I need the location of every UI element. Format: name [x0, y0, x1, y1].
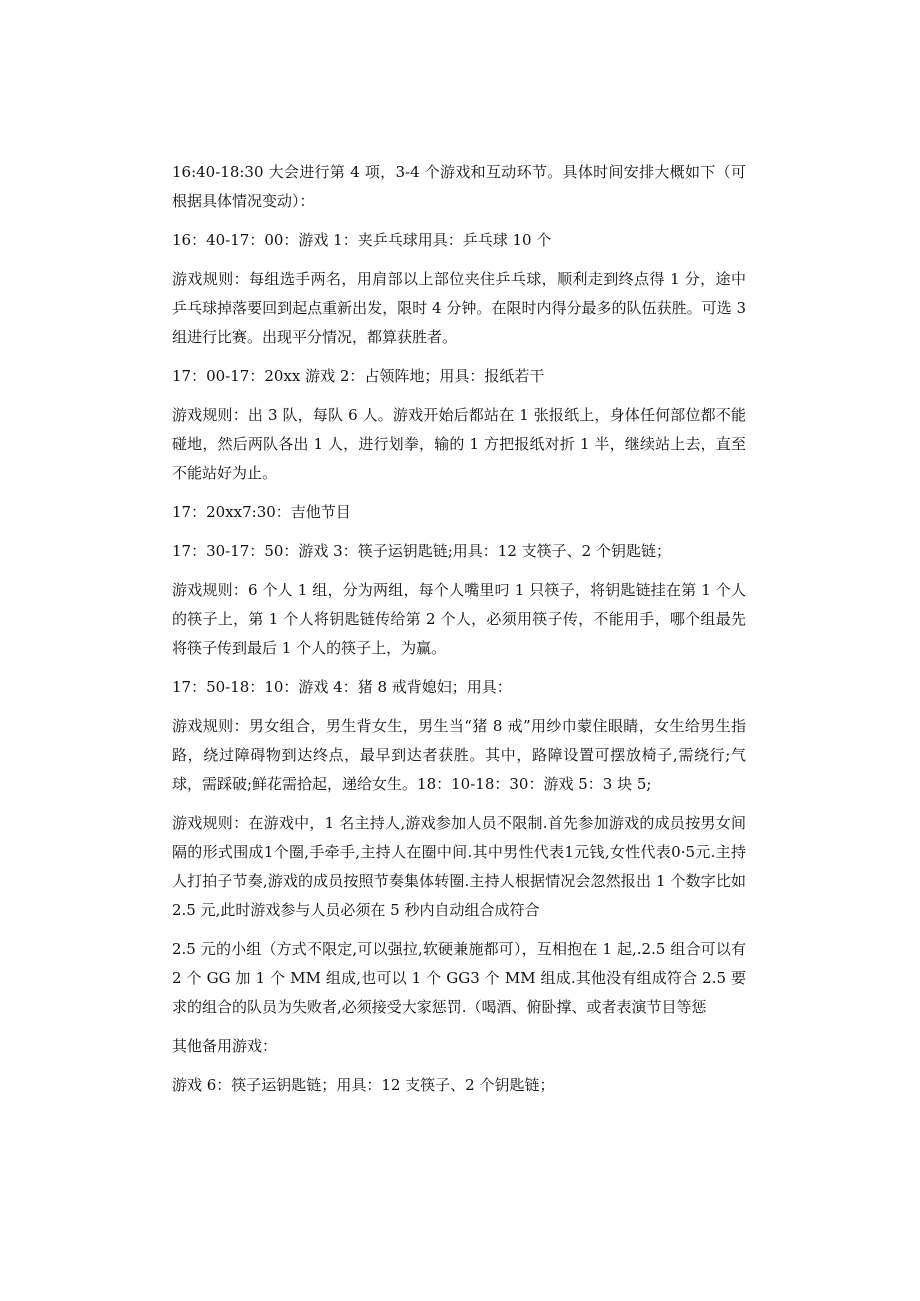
paragraph-game5-rules: 游戏规则：在游戏中，1 名主持人,游戏参加人员不限制.首先参加游戏的成员按男女间隔的形式围成1个圈,手牵手,主持人在圈中间.其中男性代表1元钱,女性代表0·5元.主持人打拍子节奏,游戏的成员按照节奏集体转圈.主持人根据情况会忽然报出 1 个数字比如 2.5 元,此时游戏参与人员必须在 5 秒内自动组合成符合: [172, 814, 746, 919]
paragraph-guitar-show: 17：20xx7:30：吉他节目: [172, 503, 351, 521]
paragraph-game5-rules-cont: 2.5 元的小组（方式不限定,可以强拉,软硬兼施都可），互相抱在 1 起,.2.5 组合可以有 2 个 GG 加 1 个 MM 组成,也可以 1 个 GG3 个 MM 组成.其他没有组成符合 2.5 要求的组合的队员为失败者,必须接受大家惩罚.（喝酒、俯卧撑、或者表演节目等惩: [172, 940, 746, 1016]
paragraph-game4-rules: 游戏规则：男女组合，男生背女生，男生当“猪 8 戒”用纱巾蒙住眼睛，女生给男生指路，绕过障碍物到达终点，最早到达者获胜。其中，路障设置可摆放椅子,需绕行;气球，需踩破;鲜花需拾起，递给女生。18：10-18：30：游戏 5：3 块 5;: [172, 717, 746, 793]
paragraph-backup-games: 其他备用游戏：: [172, 1037, 278, 1055]
paragraph-game3-title: 17：30-17：50：游戏 3：筷子运钥匙链;用具：12 支筷子、2 个钥匙链；: [172, 542, 671, 560]
paragraph-game4-title: 17：50-18：10：游戏 4：猪 8 戒背媳妇；用具：: [172, 678, 512, 696]
paragraph-game2-title: 17：00-17：20xx 游戏 2：占领阵地；用具：报纸若干: [172, 367, 545, 385]
paragraph-game6-title: 游戏 6：筷子运钥匙链；用具：12 支筷子、2 个钥匙链；: [172, 1076, 555, 1094]
paragraph-game1-title: 16：40-17：00：游戏 1：夹乒乓球用具：乒乓球 10 个: [172, 231, 552, 249]
paragraph-game3-rules: 游戏规则：6 个人 1 组，分为两组，每个人嘴里叼 1 只筷子，将钥匙链挂在第 1 个人的筷子上，第 1 个人将钥匙链传给第 2 个人，必须用筷子传，不能用手，哪个组最先将筷子传到最后 1 个人的筷子上，为赢。: [172, 581, 746, 657]
paragraph-game1-rules: 游戏规则：每组选手两名，用肩部以上部位夹住乒乓球，顺利走到终点得 1 分，途中乒乓球掉落要回到起点重新出发，限时 4 分钟。在限时内得分最多的队伍获胜。可选 3 组进行比赛。出现平分情况，都算获胜者。: [172, 270, 746, 346]
paragraph-schedule-intro: 16:40-18:30 大会进行第 4 项，3-4 个游戏和互动环节。具体时间安排大概如下（可根据具体情况变动）：: [172, 163, 746, 210]
paragraph-game2-rules: 游戏规则：出 3 队，每队 6 人。游戏开始后都站在 1 张报纸上，身体任何部位都不能碰地，然后两队各出 1 人，进行划拳，输的 1 方把报纸对折 1 半，继续站上去，直至不能站好为止。: [172, 406, 746, 482]
document-body: [172, 158, 746, 1110]
